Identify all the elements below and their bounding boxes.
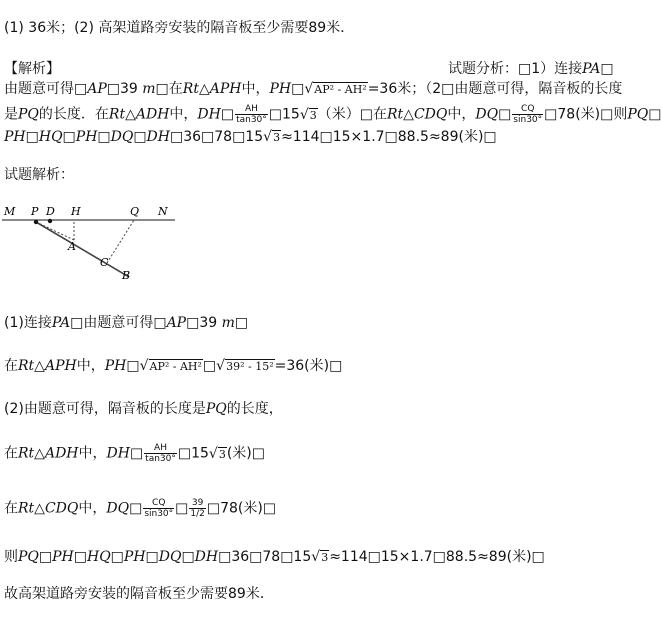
label-h: H [71,205,81,218]
fraction [143,498,174,519]
var: PH [104,358,127,374]
text: （米）□在 [317,106,387,123]
text: □ [126,358,140,374]
var: DH [197,106,221,123]
solution-conclusion [4,585,274,603]
var: ADH [44,445,79,462]
geometry-diagram [0,200,200,295]
text: ≈114□15×1.7□88.5≈89(米)□ [281,129,497,145]
var: CDQ [413,106,448,123]
label-m: M [4,205,16,218]
radicand: 3 [309,108,317,122]
denominator: sin30° [513,115,543,125]
text: 中， [78,445,107,462]
text: □39 [106,81,143,97]
analysis-line-2 [4,80,622,99]
analysis-hint [448,60,614,78]
sqrt-expr: √3 [299,106,317,123]
text: 是 [4,106,18,123]
hint-end: □ [600,61,614,77]
triangle: △ [125,106,136,123]
fraction [144,443,177,464]
denominator: 1/2 [190,509,205,519]
sqrt-expr: √3 [263,129,281,145]
var: Rt [108,106,126,123]
text: 则 [4,549,18,565]
text: □ [291,81,305,97]
unit: m [221,315,235,331]
text: □ [234,315,249,331]
text: 由题意可得□ [4,81,88,97]
var: DH [106,445,130,462]
numerator: AH [235,104,268,115]
var: PA [51,315,71,331]
radicand: 3 [321,551,329,564]
text: □36□78□15 [170,129,264,145]
var: APH [209,81,242,97]
var: PQ [18,106,39,123]
text: □ [202,358,217,374]
triangle: △ [34,445,45,462]
numerator: CQ [143,498,174,509]
analysis-header: 【解析】 [4,61,60,77]
radicand: AP² - AH² [314,83,367,96]
var: Rt [18,445,35,462]
road-line-pb [36,222,129,277]
text: 中， [241,81,270,97]
text: □39 [186,315,222,331]
text: 中， [447,106,476,123]
solution-step-2 [4,357,342,376]
sqrt-expr: √3 [311,549,329,565]
text: 中， [78,500,107,517]
text: □由题意可得□ [70,315,167,331]
analysis-header-line [4,60,60,78]
radicand: AP² - AH² [149,360,202,373]
solution-step-4 [4,443,265,464]
triangle: △ [198,81,210,97]
var: DQ [106,500,130,517]
answer-line [4,19,354,37]
triangle: △ [403,106,414,123]
sqrt-expr: √39² - 15² [216,358,274,374]
text: ≈114□15×1.7□88.5≈89(米)□ [329,549,545,565]
denominator: tan30° [145,454,176,464]
numerator: 39 [189,498,205,509]
numerator: AH [144,443,177,454]
label-c: C [100,256,109,269]
label-q: Q [130,205,140,218]
text: 中， [76,358,105,374]
sqrt-expr: √3 [208,445,226,462]
solution-step-3 [4,400,283,418]
point-d [48,219,52,223]
var: Rt [18,500,35,517]
denominator: sin30° [144,509,174,519]
var: APH [44,358,77,374]
text: □ [129,500,143,517]
var: Rt [182,81,199,97]
var: DQ [475,106,499,123]
solution-title-line [4,166,74,184]
solution-step-5 [4,498,276,519]
text: □15 [177,445,209,462]
text: (米)□ [226,445,265,462]
text: 的长度．在 [38,106,109,123]
label-a: A [68,240,76,253]
solution-title: 试题解析： [4,167,74,183]
text: 中， [169,106,198,123]
analysis-line-4 [4,128,497,147]
text: □ [175,500,189,517]
hint-var: PA [582,61,601,77]
fraction [235,104,268,125]
solution-step-6 [4,548,545,567]
segment-cq [107,220,134,263]
text: □ [129,445,144,462]
fraction [189,498,205,519]
unit: m [142,81,156,97]
text: □78(米)□ [206,500,277,517]
var: Rt [386,106,404,123]
point-p [34,220,38,224]
var: AP [166,315,187,331]
var: Rt [18,358,35,374]
radicand: 39² - 15² [226,360,274,373]
label-n: N [158,205,168,218]
var: PQ [627,106,649,123]
fraction [512,104,543,125]
radicand: 3 [218,447,226,461]
denominator: tan30° [236,115,267,125]
triangle: △ [34,500,45,517]
solution-step-1 [4,314,248,332]
text: □ [498,106,512,123]
var: PH□HQ□PH□DQ□DH [4,129,170,145]
var: PQ□PH□HQ□PH□DQ□DH [18,549,219,565]
analysis-line-3 [4,104,662,125]
var: CDQ [44,500,79,517]
text: 在 [4,500,18,517]
text: (1)连接 [4,315,52,331]
text: □ [220,106,235,123]
label-p: P [31,205,39,218]
numerator: CQ [512,104,543,115]
label-d: D [46,205,55,218]
text: □78(米)□则 [544,106,628,123]
text: □在 [155,81,183,97]
text: =36米；（2□由题意可得，隔音板的长度 [367,81,623,97]
text: □15 [268,106,300,123]
sqrt-expr: √AP² - AH² [304,81,367,97]
answer-text: (1) 36米；(2) 高架道路旁安装的隔音板至少需要89米． [4,20,355,36]
text: □36□78□15 [218,549,312,565]
var: AP [87,81,107,97]
label-b: B [122,269,131,282]
var: PQ [205,401,227,417]
text: 在 [4,358,18,374]
radicand: 3 [273,131,281,144]
text: =36(米)□ [274,358,343,374]
sqrt-expr: √AP² - AH² [139,358,202,374]
text: □ [648,106,662,123]
var: ADH [135,106,170,123]
text: 的长度， [226,401,283,417]
text: 在 [4,445,18,462]
conclusion-text: 故高架道路旁安装的隔音板至少需要89米． [4,586,274,602]
triangle: △ [34,358,45,374]
var: PH [269,81,292,97]
hint-label: 试题分析：□1）连接 [448,61,583,77]
text: (2)由题意可得，隔音板的长度是 [4,401,206,417]
